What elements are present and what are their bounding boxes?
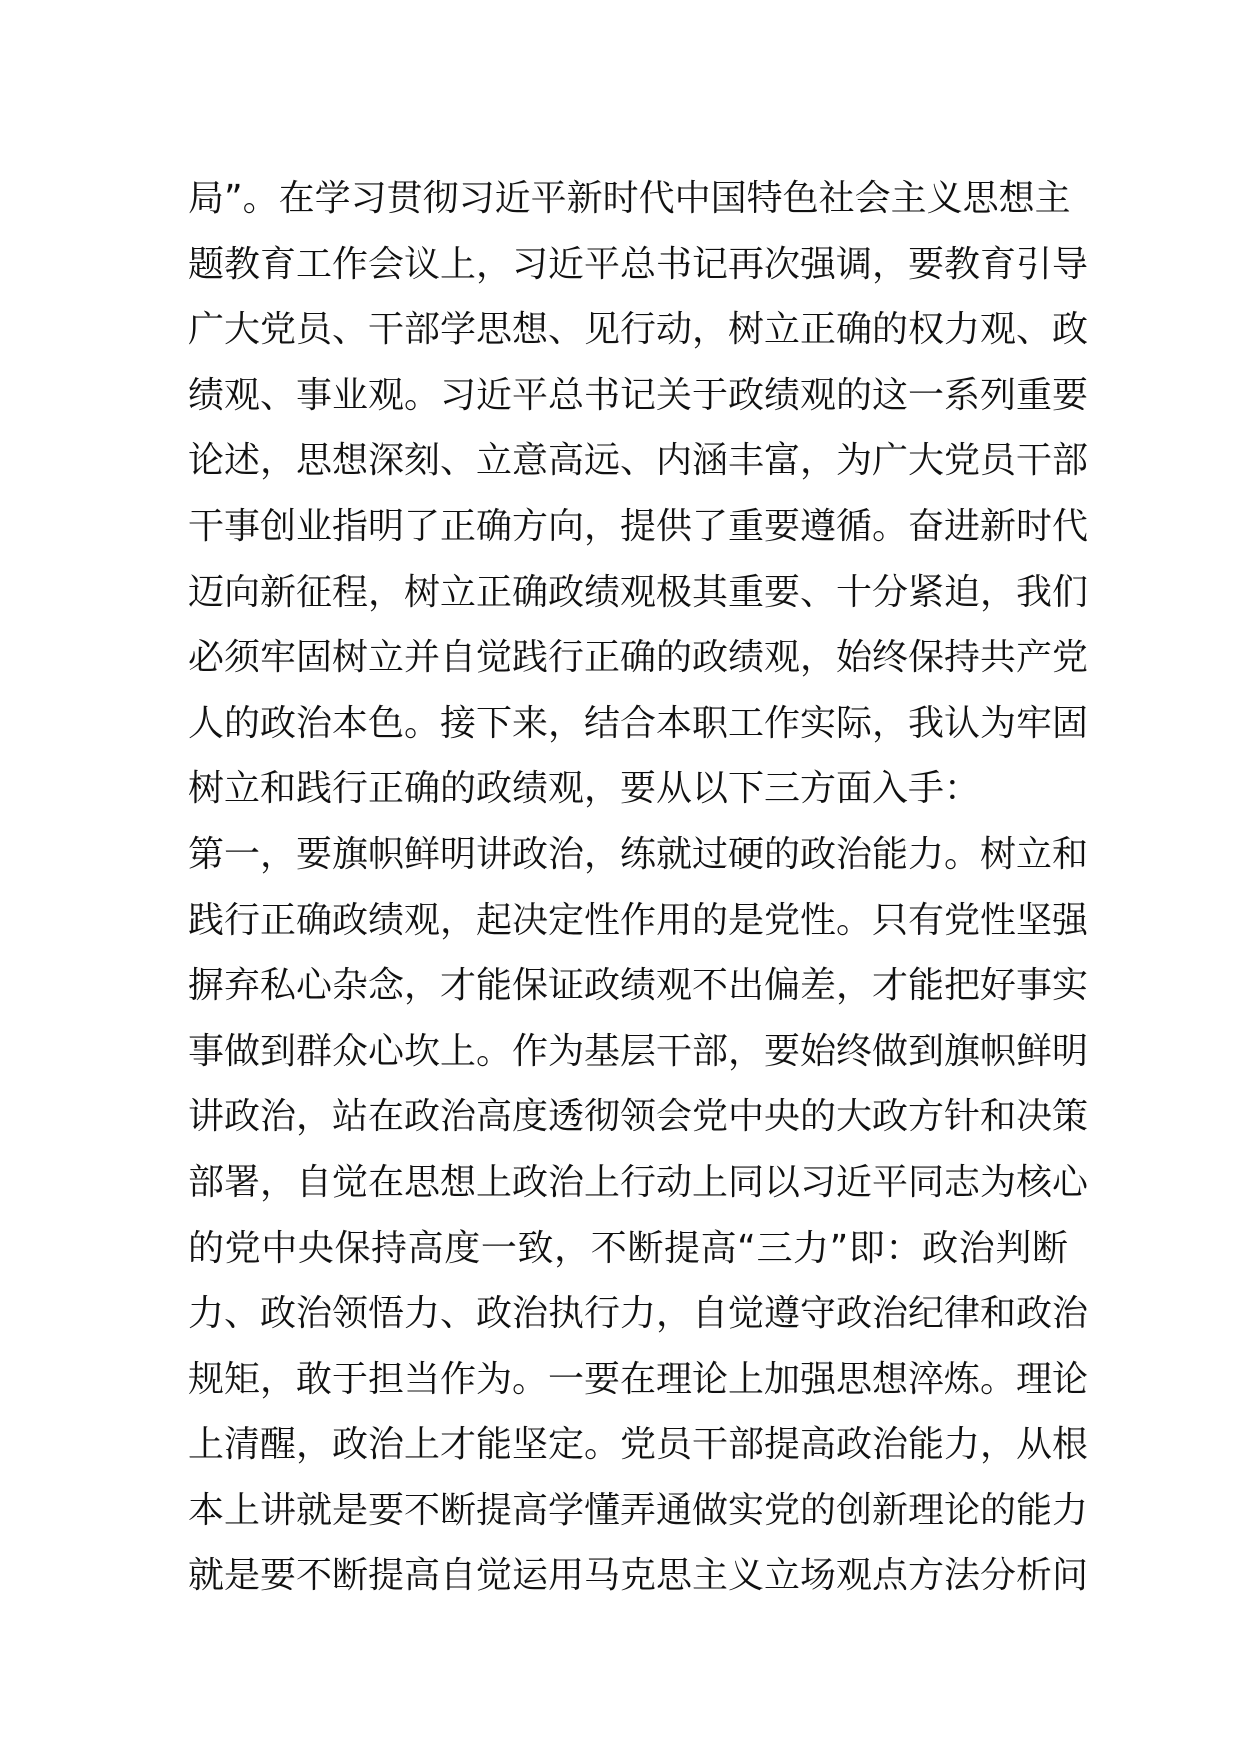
text-line: 第一，要旗帜鲜明讲政治，练就过硬的政治能力。树立和 xyxy=(188,833,1089,875)
text-line: 局”。在学习贯彻习近平新时代中国特色社会主义思想主 xyxy=(188,178,1071,219)
text-line: 就是要不断提高自觉运用马克思主义立场观点方法分析问 xyxy=(188,1555,1089,1597)
text-line: 必须牢固树立并自觉践行正确的政绩观，始终保持共产党 xyxy=(188,637,1089,679)
text-line: 迈向新征程，树立正确政绩观极其重要、十分紧迫，我们 xyxy=(188,571,1089,613)
text-line: 本上讲就是要不断提高学懂弄通做实党的创新理论的能力 xyxy=(188,1489,1089,1531)
body-text xyxy=(188,166,1089,1609)
text-line: 广大党员、干部学思想、见行动，树立正确的权力观、政 xyxy=(188,309,1089,351)
text-line: 干事创业指明了正确方向，提供了重要遵循。奋进新时代 xyxy=(188,505,1089,547)
text-line: 讲政治，站在政治高度透彻领会党中央的大政方针和决策 xyxy=(188,1096,1089,1138)
text-line: 上清醒，政治上才能坚定。党员干部提高政治能力，从根 xyxy=(188,1424,1089,1466)
text-line: 践行正确政绩观，起决定性作用的是党性。只有党性坚强 xyxy=(188,899,1089,941)
text-line: 论述，思想深刻、立意高远、内涵丰富，为广大党员干部 xyxy=(188,440,1089,482)
text-line: 的党中央保持高度一致，不断提高“三力”即：政治判断 xyxy=(188,1227,1068,1269)
text-line: 摒弃私心杂念，才能保证政绩观不出偏差，才能把好事实 xyxy=(188,965,1089,1007)
text-line: 部署，自觉在思想上政治上行动上同以习近平同志为核心 xyxy=(188,1161,1089,1203)
text-line: 树立和践行正确的政绩观，要从以下三方面入手： xyxy=(188,768,981,810)
text-line: 事做到群众心坎上。作为基层干部，要始终做到旗帜鲜明 xyxy=(188,1030,1089,1072)
text-line: 绩观、事业观。习近平总书记关于政绩观的这一系列重要 xyxy=(188,374,1089,416)
text-line: 题教育工作会议上，习近平总书记再次强调，要教育引导 xyxy=(188,243,1089,285)
text-line: 规矩，敢于担当作为。一要在理论上加强思想淬炼。理论 xyxy=(188,1358,1089,1400)
text-line: 力、政治领悟力、政治执行力，自觉遵守政治纪律和政治 xyxy=(188,1293,1089,1335)
text-line: 人的政治本色。接下来，结合本职工作实际，我认为牢固 xyxy=(188,702,1089,744)
